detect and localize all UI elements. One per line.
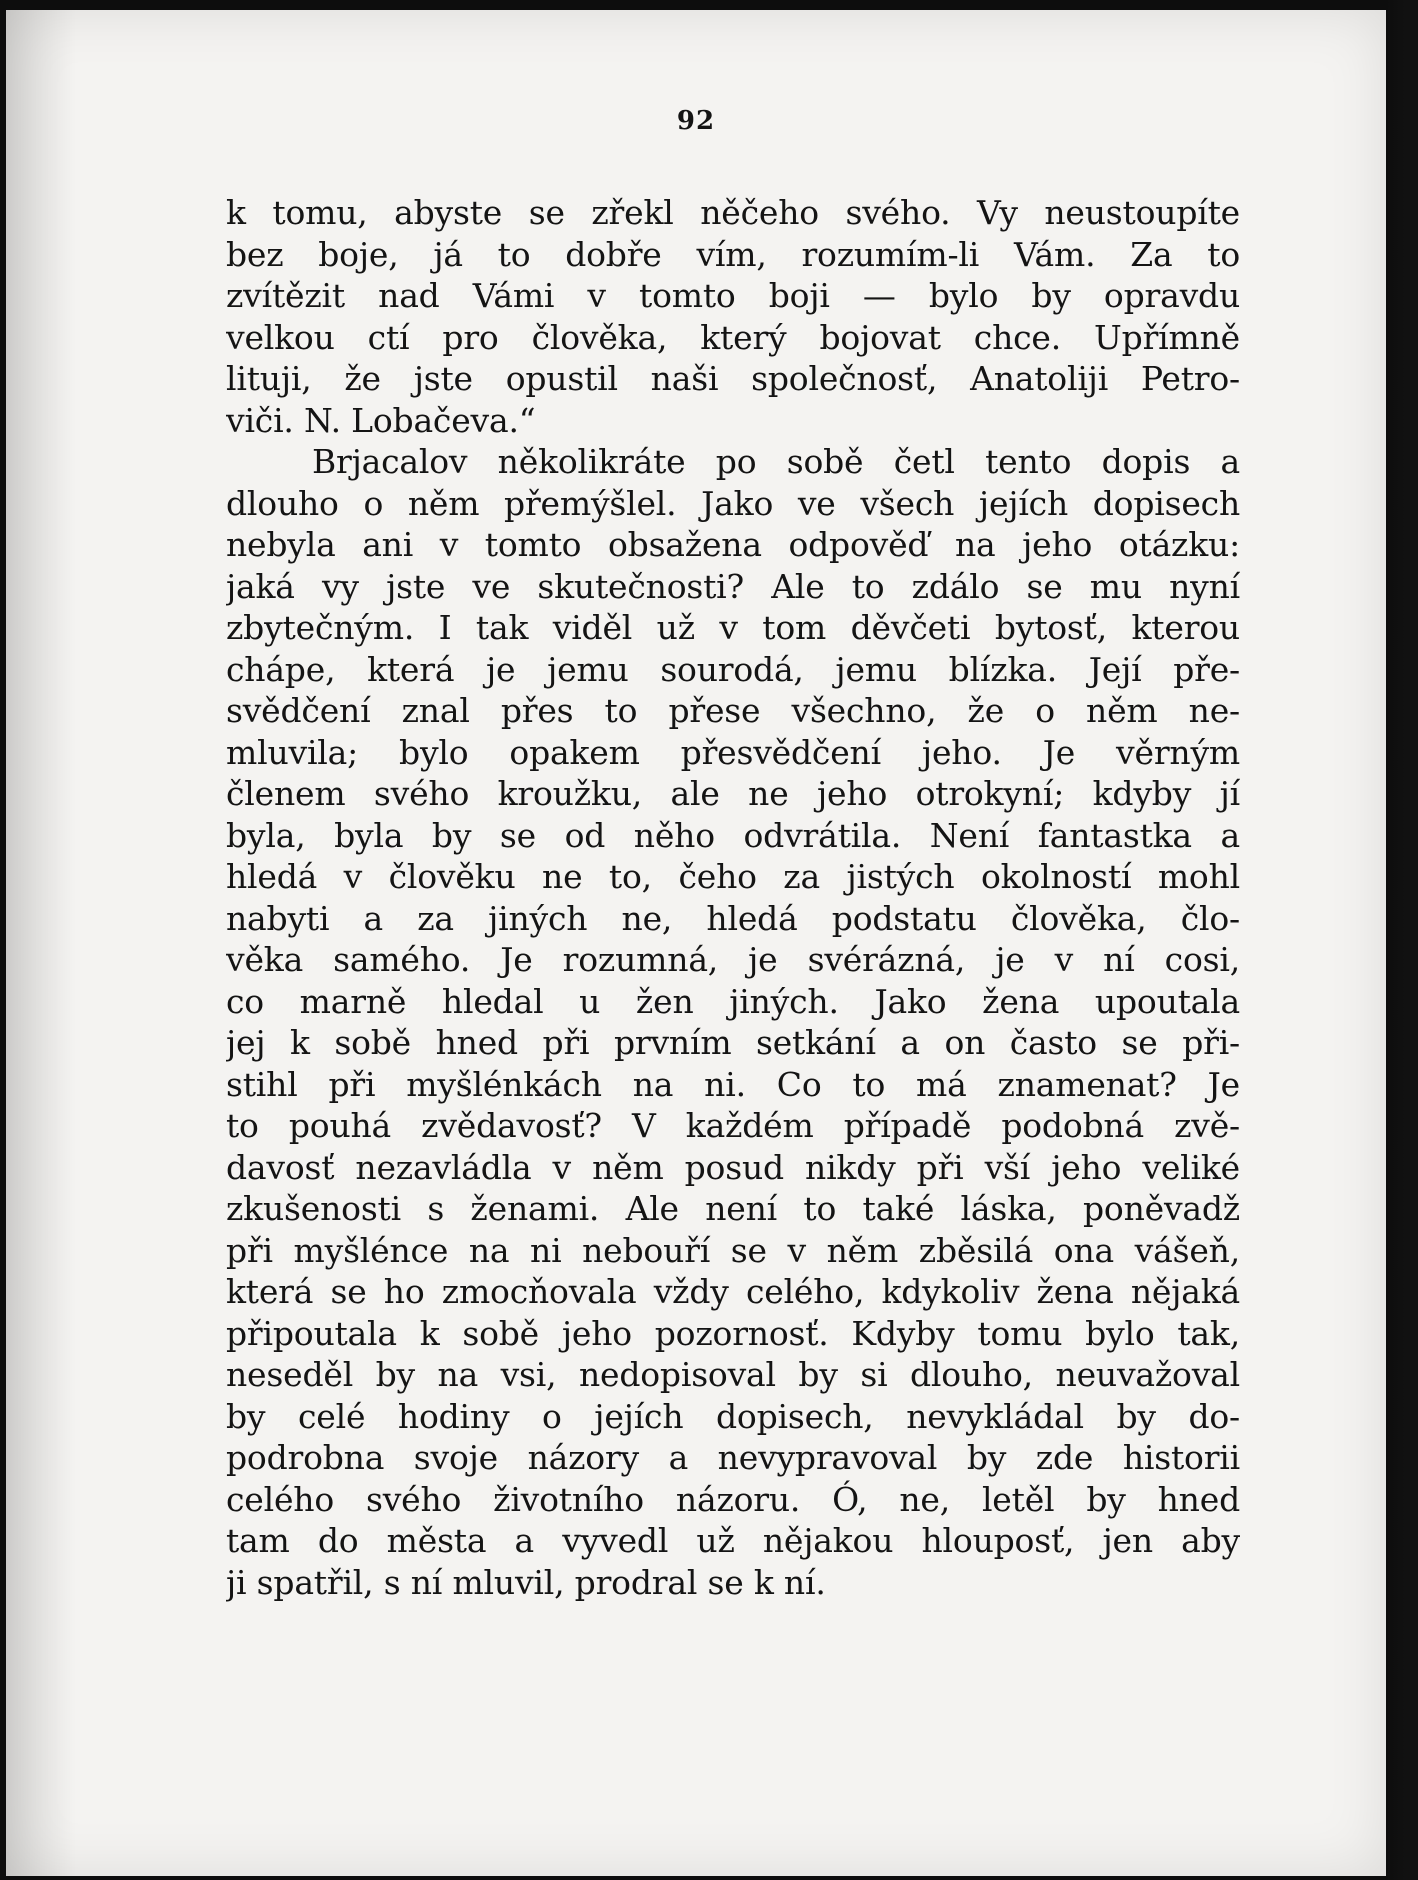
text-line: dlouho o něm přemýšlel. Jako ve všech jejích dopisech bbox=[226, 483, 1240, 523]
text-line: viči. N. Lobačeva.“ bbox=[226, 400, 536, 440]
text-line: bez boje, já to dobře vím, rozumím-li Vám. Za to bbox=[226, 234, 1240, 274]
text-line: celého svého životního názoru. Ó, ne, letěl by hned bbox=[226, 1479, 1240, 1519]
text-line: nebyla ani v tomto obsažena odpověď na jeho otázku: bbox=[226, 525, 1240, 564]
text-line: podrobna svoje názory a nevypravoval by zde historii bbox=[226, 1438, 1240, 1477]
page-number: 92 bbox=[676, 106, 716, 136]
text-line: lituji, že jste opustil naši společnosť, Anatoliji Petro- bbox=[226, 359, 1240, 398]
text-line: chápe, která je jemu sourodá, jemu blízka. Její pře- bbox=[226, 649, 1240, 689]
text-line: davosť nezavládla v něm posud nikdy při vší jeho veliké bbox=[226, 1147, 1240, 1187]
text-line: členem svého kroužku, ale ne jeho otrokyní; kdyby jí bbox=[226, 774, 1240, 813]
text-line: byla, byla by se od něho odvrátila. Není fantastka a bbox=[226, 815, 1240, 855]
text-line: Brjacalov několikráte po sobě četl tento dopis a bbox=[312, 442, 1240, 481]
text-line: stihl při myšlénkách na ni. Co to má znamenat? Je bbox=[226, 1064, 1240, 1104]
text-line: zvítězit nad Vámi v tomto boji — bylo by opravdu bbox=[226, 276, 1240, 315]
text-line: připoutala k sobě jeho pozornosť. Kdyby tomu bylo tak, bbox=[226, 1313, 1240, 1353]
text-line: zbytečným. I tak viděl už v tom děvčeti bytosť, kterou bbox=[226, 608, 1240, 647]
text-line: jaká vy jste ve skutečnosti? Ale to zdálo se mu nyní bbox=[226, 566, 1240, 606]
body-text bbox=[226, 192, 1240, 1603]
text-line: by celé hodiny o jejích dopisech, nevykládal by do- bbox=[226, 1396, 1240, 1436]
text-line: mluvila; bylo opakem přesvědčení jeho. Je věrným bbox=[226, 732, 1240, 772]
text-line: nabyti a za jiných ne, hledá podstatu člověka, člo- bbox=[226, 898, 1240, 938]
text-line: velkou ctí pro člověka, který bojovat chce. Upřímně bbox=[226, 317, 1240, 357]
text-line: při myšlénce na ni nebouří se v něm zběsilá ona vášeň, bbox=[226, 1230, 1240, 1270]
text-line: která se ho zmocňovala vždy celého, kdykoliv žena nějaká bbox=[226, 1272, 1240, 1311]
text-line: ji spatřil, s ní mluvil, prodral se k ní. bbox=[226, 1562, 826, 1602]
text-line: hledá v člověku ne to, čeho za jistých okolností mohl bbox=[226, 857, 1240, 896]
page-edge-shadow bbox=[1386, 0, 1418, 1880]
text-line: tam do města a vyvedl už nějakou hlouposť, jen aby bbox=[226, 1521, 1240, 1560]
text-line: zkušenosti s ženami. Ale není to také láska, poněvadž bbox=[226, 1189, 1240, 1228]
text-line: neseděl by na vsi, nedopisoval by si dlouho, neuvažoval bbox=[226, 1355, 1240, 1394]
text-line: to pouhá zvědavosť? V každém případě podobná zvě- bbox=[226, 1106, 1240, 1145]
text-line: co marně hledal u žen jiných. Jako žena upoutala bbox=[226, 981, 1240, 1021]
text-line: jej k sobě hned při prvním setkání a on často se při- bbox=[226, 1023, 1240, 1062]
book-page bbox=[6, 10, 1386, 1876]
text-line: svědčení znal přes to přese všechno, že o něm ne- bbox=[226, 691, 1240, 730]
text-line: k tomu, abyste se zřekl něčeho svého. Vy neustoupíte bbox=[226, 193, 1240, 232]
text-line: věka samého. Je rozumná, je svérázná, je v ní cosi, bbox=[226, 940, 1240, 979]
